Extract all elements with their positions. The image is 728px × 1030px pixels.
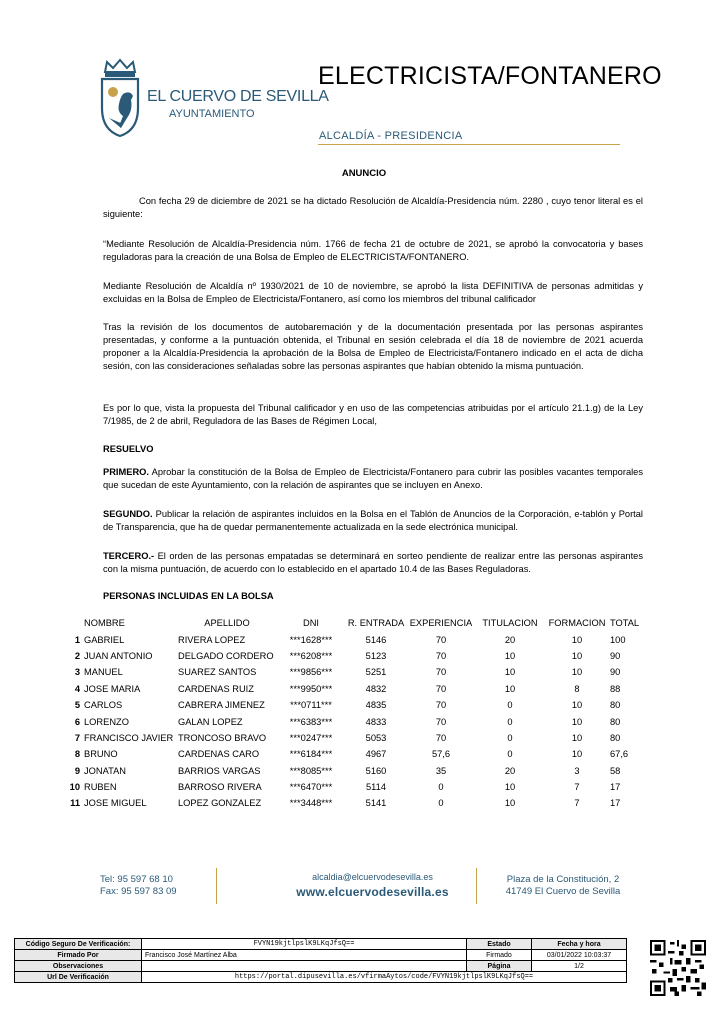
cell-dni: ***9950*** <box>289 683 333 694</box>
qr-code-icon <box>650 940 706 996</box>
row-number: 6 <box>74 716 80 727</box>
candidates-table <box>62 615 644 812</box>
row-number: 1 <box>74 634 80 645</box>
cell-total: 58 <box>610 765 621 776</box>
department-divider <box>318 144 620 145</box>
cell-formacion: 7 <box>574 798 580 809</box>
cell-dni: ***6383*** <box>289 716 333 727</box>
row-number: 9 <box>74 765 80 776</box>
page-value: 1/2 <box>532 961 627 972</box>
cell-experiencia: 0 <box>438 782 444 793</box>
cell-formacion: 10 <box>571 650 583 661</box>
status-label: Estado <box>467 939 532 950</box>
cell-nombre: GABRIEL <box>84 634 125 645</box>
cell-dni: ***9856*** <box>289 667 333 678</box>
verification-url-link[interactable]: https://portal.dipusevilla.es/vfirmaAytos/code/FVYN19kjtlpslK9LKqJfsQ== <box>142 972 627 983</box>
cell-nombre: RUBEN <box>84 782 117 793</box>
cell-titulacion: 0 <box>507 732 513 743</box>
paragraph-tribunal: Tras la revisión de los documentos de autobaremación y de la documentación presentada por las personas aspirantes presentadas, y conforme a la puntuación obtenida, el Tribunal en sesión celebrada el día 18 de noviembre de 2021 acuerda proponer a la Alcaldía-Presidencia la aprobación de la Bolsa de Empleo de Electricista/Fontanero indicado en el acta de dicha sesión, con las consideraciones señaladas sobre las personas aspirantes que habían obtenido la misma puntuación. <box>103 322 643 371</box>
row-number: 7 <box>74 732 80 743</box>
org-name: EL CUERVO DE SEVILLA <box>147 88 329 105</box>
cell-total: 67,6 <box>610 749 629 760</box>
resuelvo-heading: RESUELVO <box>103 444 154 454</box>
cell-apellido: BARROSO RIVERA <box>178 782 262 793</box>
cell-nombre: JUAN ANTONIO <box>84 650 153 661</box>
cell-total: 100 <box>610 634 626 645</box>
cell-apellido: SUAREZ SANTOS <box>178 667 257 678</box>
header-titulacion: TITULACION <box>482 618 538 629</box>
cell-experiencia: 70 <box>435 650 447 661</box>
status-value: Firmado <box>467 950 532 961</box>
cell-apellido: GALAN LOPEZ <box>178 716 243 727</box>
table-row <box>62 681 644 697</box>
table-row <box>62 746 644 762</box>
verification-url-label: Url De Verificación <box>15 972 142 983</box>
cell-dni: ***6208*** <box>289 650 333 661</box>
footer-email-link[interactable]: alcaldia@elcuervodesevilla.es <box>312 872 433 882</box>
cell-registro: 4833 <box>365 716 387 727</box>
footer-web-link[interactable]: www.elcuervodesevilla.es <box>296 885 449 899</box>
row-number: 11 <box>70 798 80 809</box>
cell-apellido: RIVERA LOPEZ <box>178 634 246 645</box>
cell-apellido: DELGADO CORDERO <box>178 650 274 661</box>
cell-registro: 4835 <box>365 700 387 711</box>
cell-formacion: 10 <box>571 716 583 727</box>
cell-dni: ***6470*** <box>289 782 333 793</box>
department-label: ALCALDÍA - PRESIDENCIA <box>319 130 463 142</box>
resolution-tercero <box>103 550 643 576</box>
paragraph-intro: Con fecha 29 de diciembre de 2021 se ha dictado Resolución de Alcaldía-Presidencia núm. 2280 , cuyo tenor literal es el siguiente: <box>103 196 643 219</box>
tercero-label: TERCERO.- <box>103 551 155 561</box>
paragraph-competencias: Es por lo que, vista la propuesta del Tribunal calificador y en uso de las competencias atribuidas por el artículo 21.1.g) de la Ley 7/1985, de 2 de abril, Reguladora de las Bases de Régimen Local, <box>103 403 643 426</box>
segundo-label: SEGUNDO. <box>103 509 153 519</box>
cell-registro: 5114 <box>366 782 386 793</box>
footer-divider <box>476 868 477 904</box>
cell-experiencia: 0 <box>438 798 444 809</box>
cell-titulacion: 0 <box>507 749 513 760</box>
cell-titulacion: 10 <box>504 667 516 678</box>
table-row <box>62 779 644 795</box>
table-row <box>62 664 644 680</box>
cell-titulacion: 10 <box>504 683 516 694</box>
table-header-row <box>62 615 644 631</box>
cell-dni: ***8085*** <box>289 765 333 776</box>
table-row <box>62 648 644 664</box>
footer-address <box>488 874 638 898</box>
footer-contact <box>270 872 475 899</box>
cell-nombre: FRANCISCO JAVIER <box>84 732 174 743</box>
cell-registro: 5146 <box>365 634 387 645</box>
footer-divider <box>216 868 217 904</box>
tercero-text: El orden de las personas empatadas se determinará en sorteo pendiente de realizar entre las personas aspirantes con la misma puntuación, de acuerdo con lo establecido en el apartado 10.4 de las Bases Reguladoras. <box>103 551 643 574</box>
paragraph-lista: Mediante Resolución de Alcaldía nº 1930/2021 de 10 de noviembre, se aprobó la lista DEFINITIVA de personas admitidas y excluidas en la Bolsa de Empleo de Electricista/Fontanero, así como los miembros del tribunal calificador <box>103 281 643 304</box>
cell-experiencia: 70 <box>435 683 447 694</box>
table-row <box>62 730 644 746</box>
cell-registro: 5053 <box>365 732 387 743</box>
table-row <box>62 795 644 811</box>
verification-code-value: FVYN19kjtlpslK9LKqJfsQ== <box>142 939 467 950</box>
cell-total: 90 <box>610 650 621 661</box>
cell-formacion: 10 <box>571 700 583 711</box>
cell-registro: 5160 <box>365 765 387 776</box>
cell-registro: 4832 <box>365 683 387 694</box>
cell-apellido: TRONCOSO BRAVO <box>178 732 267 743</box>
cell-experiencia: 57,6 <box>431 749 451 760</box>
primero-text: Aprobar la constitución de la Bolsa de Empleo de Electricista/Fontanero para cubrir las posibles vacantes temporales que sucedan de este Ayuntamiento, con la relación de aspirantes que se incluyen en Anexo. <box>103 467 643 490</box>
cell-nombre: BRUNO <box>84 749 118 760</box>
cell-titulacion: 10 <box>504 782 516 793</box>
cell-apellido: CARDENAS RUIZ <box>178 683 254 694</box>
footer-tel: Tel: 95 597 68 10 <box>100 874 173 885</box>
cell-registro: 5251 <box>365 667 387 678</box>
cell-nombre: JOSE MIGUEL <box>84 798 147 809</box>
header-number <box>62 615 84 631</box>
cell-total: 80 <box>610 716 621 727</box>
list-heading: PERSONAS INCLUIDAS EN LA BOLSA <box>103 591 274 601</box>
row-number: 8 <box>74 749 80 760</box>
signed-by-label: Firmado Por <box>15 950 142 961</box>
cell-total: 80 <box>610 700 621 711</box>
primero-label: PRIMERO. <box>103 467 149 477</box>
cell-titulacion: 10 <box>504 798 516 809</box>
cell-formacion: 10 <box>571 667 583 678</box>
document-title: ELECTRICISTA/FONTANERO <box>318 62 662 90</box>
cell-registro: 4967 <box>365 749 387 760</box>
header-dni: DNI <box>302 618 319 629</box>
footer-fax: Fax: 95 597 83 09 <box>100 886 177 897</box>
org-subtitle: AYUNTAMIENTO <box>169 108 255 120</box>
header-total: TOTAL <box>610 618 640 629</box>
cell-apellido: LOPEZ GONZALEZ <box>178 798 262 809</box>
header-experiencia: EXPERIENCIA <box>409 618 473 629</box>
cell-formacion: 3 <box>574 765 580 776</box>
cell-apellido: CABRERA JIMENEZ <box>178 700 265 711</box>
row-number: 4 <box>74 683 80 694</box>
header-nombre: NOMBRE <box>84 618 125 629</box>
date-label: Fecha y hora <box>532 939 627 950</box>
row-number: 5 <box>74 700 80 711</box>
table-row <box>62 763 644 779</box>
paragraph-convocatoria: “Mediante Resolución de Alcaldía-Presidencia núm. 1766 de fecha 21 de octubre de 2021, se aprobó la convocatoria y bases reguladoras para la creación de una Bolsa de Empleo de ELECTRICISTA/FONTANERO. <box>103 239 643 262</box>
cell-experiencia: 70 <box>435 667 447 678</box>
cell-dni: ***3448*** <box>289 798 333 809</box>
cell-nombre: JONATAN <box>84 765 127 776</box>
cell-nombre: MANUEL <box>84 667 123 678</box>
cell-nombre: CARLOS <box>84 700 123 711</box>
municipal-logo <box>97 58 329 138</box>
cell-formacion: 10 <box>571 749 583 760</box>
crest-icon <box>97 58 143 138</box>
date-value: 03/01/2022 10:03:37 <box>532 950 627 961</box>
table-row <box>62 713 644 729</box>
signed-by-value: Francisco José Martínez Alba <box>142 950 467 961</box>
cell-experiencia: 70 <box>435 634 447 645</box>
cell-titulacion: 0 <box>507 700 513 711</box>
table-row <box>62 631 644 647</box>
cell-experiencia: 70 <box>435 732 447 743</box>
cell-dni: ***1628*** <box>289 634 333 645</box>
cell-formacion: 10 <box>571 732 583 743</box>
row-number: 2 <box>74 650 80 661</box>
cell-apellido: CARDENAS CARO <box>178 749 260 760</box>
verification-code-label: Código Seguro De Verificación: <box>15 939 142 950</box>
cell-registro: 5141 <box>365 798 387 809</box>
cell-formacion: 10 <box>571 634 583 645</box>
cell-dni: ***0247*** <box>289 732 333 743</box>
row-number: 10 <box>69 782 80 793</box>
cell-registro: 5123 <box>365 650 387 661</box>
cell-total: 90 <box>610 667 621 678</box>
cell-total: 88 <box>610 683 621 694</box>
cell-titulacion: 0 <box>507 716 513 727</box>
cell-formacion: 8 <box>574 683 580 694</box>
cell-apellido: BARRIOS VARGAS <box>178 765 261 776</box>
footer-address-line2: 41749 El Cuervo de Sevilla <box>505 886 621 897</box>
resolution-segundo <box>103 508 643 534</box>
table-row <box>62 697 644 713</box>
footer-phones <box>100 874 177 898</box>
cell-titulacion: 10 <box>504 650 516 661</box>
header-apellido: APELLIDO <box>204 618 250 629</box>
footer-address-line1: Plaza de la Constitución, 2 <box>506 874 620 885</box>
cell-dni: ***6184*** <box>289 749 333 760</box>
verification-table <box>14 938 627 983</box>
cell-experiencia: 70 <box>435 700 447 711</box>
cell-experiencia: 70 <box>435 716 447 727</box>
cell-nombre: LORENZO <box>84 716 129 727</box>
cell-nombre: JOSE MARIA <box>84 683 141 694</box>
announcement-heading: ANUNCIO <box>341 168 387 179</box>
observations-value <box>142 961 467 972</box>
cell-experiencia: 35 <box>435 765 447 776</box>
cell-total: 17 <box>610 798 621 809</box>
observations-label: Observaciones <box>15 961 142 972</box>
page-label: Página <box>467 961 532 972</box>
cell-titulacion: 20 <box>504 765 516 776</box>
header-registro: R. ENTRADA <box>347 618 405 629</box>
cell-total: 17 <box>610 782 621 793</box>
cell-total: 80 <box>610 732 621 743</box>
segundo-text: Publicar la relación de aspirantes incluidos en la Bolsa en el Tablón de Anuncios de la Corporación, e-tablón y Portal de Transparencia, que ha de quedar permanentemente actualizada en la sede electrónica municipal. <box>103 509 643 532</box>
cell-formacion: 7 <box>574 782 580 793</box>
resolution-primero <box>103 466 643 492</box>
row-number: 3 <box>74 667 80 678</box>
cell-titulacion: 20 <box>504 634 516 645</box>
cell-dni: ***0711*** <box>290 700 332 711</box>
header-formacion: FORMACION <box>548 618 606 629</box>
